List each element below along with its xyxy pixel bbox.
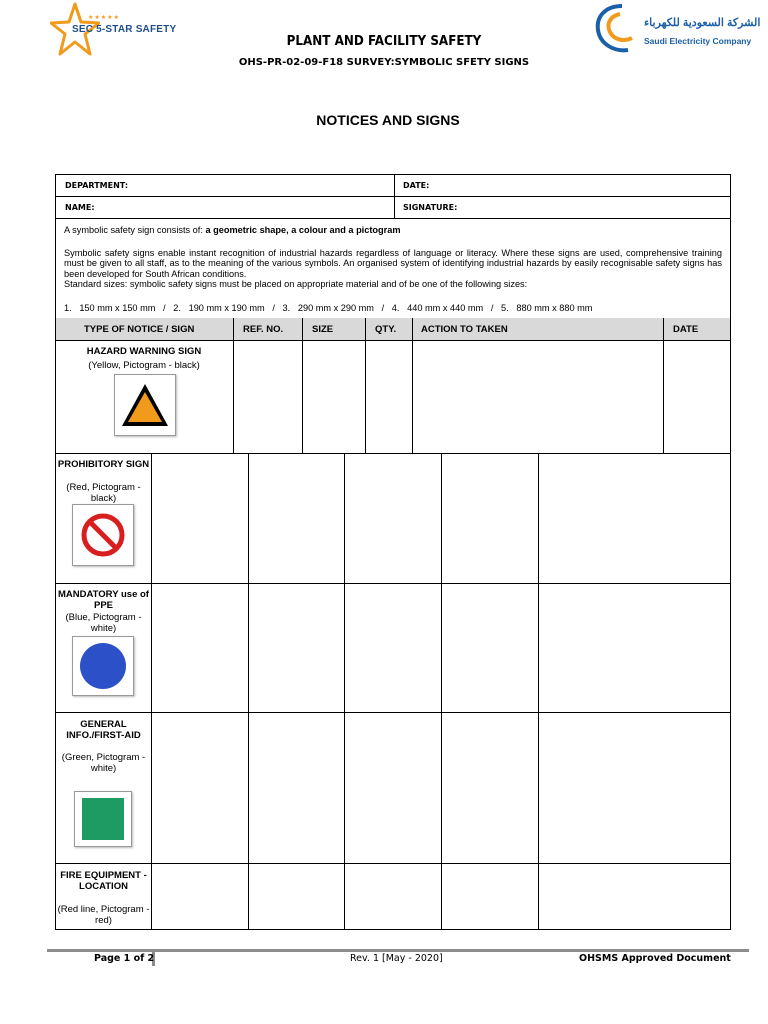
sec-emblem-icon (592, 2, 642, 58)
column-header-type: TYPE OF NOTICE / SIGN (84, 324, 195, 335)
col-divider (441, 453, 442, 930)
col-divider (663, 318, 664, 453)
row-divider (55, 196, 731, 197)
sign-sub-mandatory: (Blue, Pictogram - white) (65, 612, 142, 634)
intro-line1-bold: a geometric shape, a colour and a pictogram (205, 225, 401, 235)
document-subtitle: OHS-PR-02-09-F18 SURVEY:SYMBOLIC SFETY SIGNS (238, 57, 530, 68)
row-divider (55, 340, 731, 341)
sign-sub-fire-equipment: (Red line, Pictogram - red) (57, 904, 150, 926)
row-divider (55, 583, 731, 584)
name-field[interactable]: NAME: (65, 203, 95, 212)
sec-five-star-safety-logo (46, 0, 176, 62)
intro-sizes-note: Standard sizes: symbolic safety signs must be placed on appropriate material and of be one of the following sizes: (64, 279, 528, 290)
col-divider (412, 318, 413, 453)
sign-sub-hazard: (Yellow, Pictogram - black) (88, 360, 200, 371)
column-header-size: SIZE (312, 324, 334, 335)
sign-title-first-aid: GENERAL INFO./FIRST-AID (66, 719, 141, 741)
sign-sub-prohibitory: (Red, Pictogram - black) (66, 482, 141, 504)
department-field[interactable]: DEPARTMENT: (65, 181, 129, 190)
prohibition-icon (73, 505, 133, 565)
sign-sub-first-aid: (Green, Pictogram - white) (61, 752, 146, 774)
logo-right-english: Saudi Electricity Company (644, 36, 752, 46)
intro-line1-prefix: A symbolic safety sign consists of: (64, 225, 206, 235)
row-divider (55, 453, 731, 454)
signature-field[interactable]: SIGNATURE: (403, 203, 458, 212)
column-header-action: ACTION TO TAKEN (421, 324, 508, 335)
section-title: NOTICES AND SIGNS (316, 112, 460, 128)
column-header-date: DATE (673, 324, 699, 335)
standard-sizes-list: 1. 150 mm x 150 mm / 2. 190 mm x 190 mm / 3. 290 mm x 290 mm / 4. 440 mm x 440 mm / 5. 880 mm x 880 mm (64, 302, 593, 313)
col-divider (344, 453, 345, 930)
prohibitory-sign-image (72, 504, 134, 566)
first-aid-sign-image (74, 791, 132, 847)
row-divider (55, 712, 731, 713)
col-divider (233, 318, 234, 453)
sign-title-mandatory: MANDATORY use of PPE (58, 589, 149, 611)
logo-left-text: SEC 5-STAR SAFETY (72, 24, 177, 35)
warning-triangle-icon (115, 375, 175, 435)
rating-stars: ★★★★★ (88, 15, 120, 21)
logo-right-arabic: الشركة السعودية للكهرباء (644, 17, 761, 29)
document-status: OHSMS Approved Document (579, 953, 731, 964)
row-divider (55, 863, 731, 864)
col-divider (302, 318, 303, 453)
col-divider (538, 453, 539, 930)
sign-title-fire-equipment: FIRE EQUIPMENT - LOCATION (60, 870, 147, 892)
column-header-ref: REF. NO. (243, 324, 284, 335)
date-field[interactable]: DATE: (403, 181, 430, 190)
revision-label: Rev. 1 [May - 2020] (350, 953, 443, 964)
sign-title-prohibitory: PROHIBITORY SIGN (57, 459, 150, 470)
intro-text (64, 225, 722, 314)
column-header-qty: QTY. (375, 324, 397, 335)
col-divider (365, 318, 366, 453)
mandatory-sign-image (72, 636, 134, 696)
col-divider (248, 453, 249, 930)
page-number: Page 1 of 2 (94, 953, 155, 964)
green-square-icon (75, 792, 131, 846)
document-title: PLANT AND FACILITY SAFETY (286, 34, 482, 49)
saudi-electricity-logo (592, 2, 762, 58)
col-divider (151, 453, 152, 930)
row-divider (55, 218, 731, 219)
sign-title-hazard: HAZARD WARNING SIGN (86, 346, 202, 357)
hazard-sign-image (114, 374, 176, 436)
blue-circle-icon (73, 637, 133, 695)
intro-paragraph: Symbolic safety signs enable instant recognition of industrial hazards regardless of language or literacy. Where these signs are used, comprehensive training must be given to all staff, as to the meaning of the various symbols. An organised system of identifying industrial hazards by easily recognisable safety signs has been developed for South African conditions. (64, 247, 722, 279)
col-divider (394, 174, 395, 218)
